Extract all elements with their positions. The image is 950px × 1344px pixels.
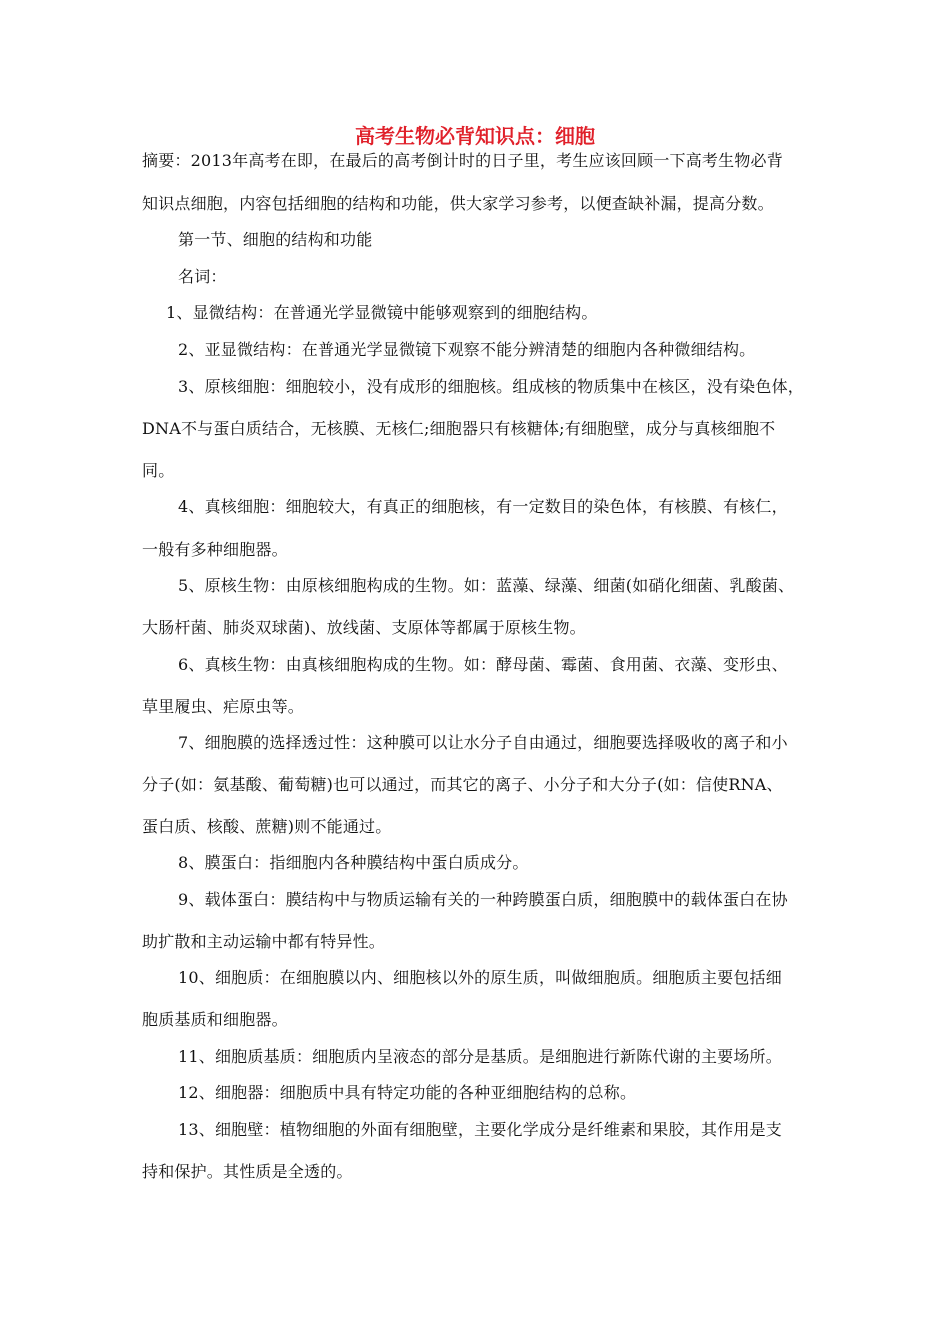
term-6: 6、真核生物：由真核细胞构成的生物。如：酵母菌、霉菌、食用菌、衣藻、变形虫、 (178, 655, 788, 674)
term-10: 10、细胞质：在细胞膜以内、细胞核以外的原生质，叫做细胞质。细胞质主要包括细 (178, 968, 782, 987)
term-6-cont: 草里履虫、疟原虫等。 (142, 697, 305, 716)
term-1: 1、显微结构：在普通光学显微镜中能够观察到的细胞结构。 (166, 303, 598, 322)
term-9-cont: 助扩散和主动运输中都有特异性。 (142, 932, 386, 951)
term-10-cont: 胞质基质和细胞器。 (142, 1010, 288, 1029)
term-4: 4、真核细胞：细胞较大，有真正的细胞核，有一定数目的染色体，有核膜、有核仁， (178, 497, 788, 516)
term-5: 5、原核生物：由原核细胞构成的生物。如：蓝藻、绿藻、细菌(如硝化细菌、乳酸菌、 (178, 576, 795, 595)
term-5-cont: 大肠杆菌、肺炎双球菌)、放线菌、支原体等都属于原核生物。 (142, 618, 586, 637)
abstract-line-2: 知识点细胞，内容包括细胞的结构和功能，供大家学习参考，以便查缺补漏，提高分数。 (142, 194, 774, 213)
terms-label: 名词： (178, 267, 227, 286)
term-7-cont-2: 蛋白质、核酸、蔗糖)则不能通过。 (142, 817, 392, 836)
term-11: 11、细胞质基质：细胞质内呈液态的部分是基质。是细胞进行新陈代谢的主要场所。 (178, 1047, 782, 1066)
term-3-cont-2: 同。 (142, 461, 175, 480)
document-title: 高考生物必背知识点：细胞 (355, 124, 595, 148)
term-12: 12、细胞器：细胞质中具有特定功能的各种亚细胞结构的总称。 (178, 1083, 637, 1102)
term-3: 3、原核细胞：细胞较小，没有成形的细胞核。组成核的物质集中在核区，没有染色体， (178, 377, 804, 396)
term-8: 8、膜蛋白：指细胞内各种膜结构中蛋白质成分。 (178, 853, 529, 872)
abstract-line-1: 摘要：2013年高考在即，在最后的高考倒计时的日子里，考生应该回顾一下高考生物必背 (142, 151, 783, 170)
term-2: 2、亚显微结构：在普通光学显微镜下观察不能分辨清楚的细胞内各种微细结构。 (178, 340, 756, 359)
term-7-cont-1: 分子(如：氨基酸、葡萄糖)也可以通过，而其它的离子、小分子和大分子(如：信使RNA、 (142, 775, 783, 794)
section-heading: 第一节、细胞的结构和功能 (178, 230, 373, 249)
term-7: 7、细胞膜的选择透过性：这种膜可以让水分子自由通过，细胞要选择吸收的离子和小 (178, 733, 788, 752)
term-3-cont-1: DNA不与蛋白质结合，无核膜、无核仁;细胞器只有核糖体;有细胞壁，成分与真核细胞不 (142, 419, 776, 438)
term-9: 9、载体蛋白：膜结构中与物质运输有关的一种跨膜蛋白质，细胞膜中的载体蛋白在协 (178, 890, 788, 909)
term-13-cont: 持和保护。其性质是全透的。 (142, 1162, 353, 1181)
term-4-cont: 一般有多种细胞器。 (142, 540, 288, 559)
term-13: 13、细胞壁：植物细胞的外面有细胞壁，主要化学成分是纤维素和果胶，其作用是支 (178, 1120, 782, 1139)
